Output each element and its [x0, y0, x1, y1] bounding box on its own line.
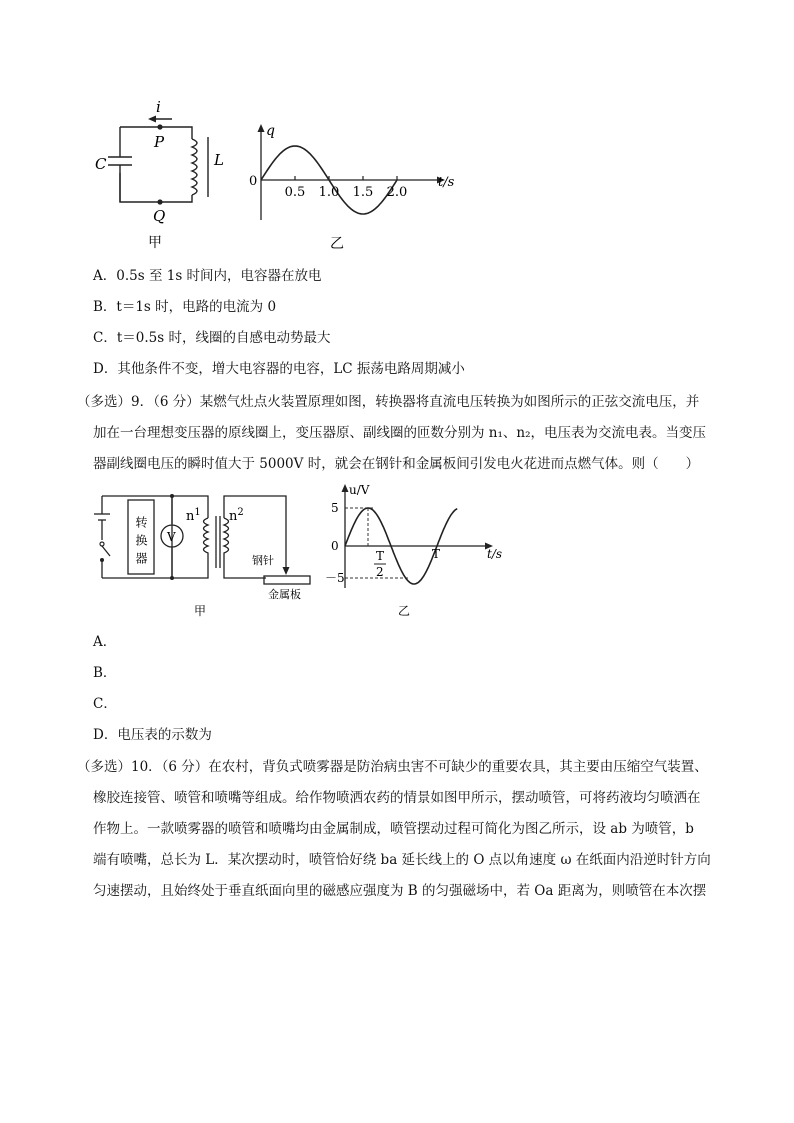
x-axis-label: t/s [487, 547, 503, 561]
origin-label: 0 [249, 174, 258, 189]
tick-label: 1.0 [318, 185, 340, 200]
figure-caption-jia: 甲 [194, 604, 207, 618]
capacitor-label: C [95, 155, 107, 173]
plate-label: 金属板 [268, 588, 301, 601]
q9-option-a: A． [93, 634, 117, 650]
secondary-turns-label: $n^2$ [229, 507, 244, 524]
q9-stem-line-3: 器副线圈电压的瞬时值大于 5000V 时，就会在钢针和金属板间引发电火花进而点燃气体。则（ ） [93, 456, 700, 472]
q10-stem-line-3: 作物上。一款喷雾器的喷管和喷嘴均由金属制成，喷管摆动过程可简化为图乙所示，设 ab 为喷管，b [93, 821, 694, 837]
x-axis-label: t/s [438, 175, 455, 190]
q8-option-a: A．0.5s 至 1s 时间内，电容器在放电 [93, 268, 322, 284]
q10-stem-line-2: 橡胶连接管、喷管和喷嘴等组成。给作物喷洒农药的情景如图甲所示，摆动喷管，可将药液均匀喷洒在 [93, 790, 701, 806]
lc-circuit-figure [92, 95, 232, 255]
q9-option-d: D．电压表的示数为 [93, 727, 212, 743]
q9-option-b: B． [93, 665, 117, 681]
tick-label: 0.5 [284, 185, 306, 200]
origin-label: 0 [331, 539, 339, 553]
figure-caption-yi: 乙 [398, 604, 411, 618]
figure-caption-jia: 甲 [148, 235, 162, 251]
q10-stem-line-4: 端有喷嘴，总长为 L．某次摆动时，喷管恰好绕 ba 延长线上的 O 点以角速度 ω 在纸面内沿逆时针方向 [93, 852, 711, 868]
y-axis-label: u/V [349, 483, 370, 497]
u-t-graph [325, 478, 510, 620]
q10-stem-line-1: （多选）10．（6 分）在农村，背负式喷雾器是防治病虫害不可缺少的重要农具，其主要由压缩空气装置、 [77, 759, 708, 775]
half-period-numerator: T [376, 549, 385, 563]
q9-option-c: C． [93, 696, 117, 712]
tick-label: 2.0 [386, 185, 408, 200]
y-axis-label: q [266, 123, 275, 139]
point-p-label: P [154, 133, 165, 151]
voltmeter-label: V [167, 530, 176, 544]
point-q-label: Q [153, 207, 166, 225]
q8-option-b: B．t＝1s 时，电路的电流为 0 [93, 299, 277, 315]
half-period-denominator: 2 [376, 565, 384, 579]
current-label: i [156, 98, 161, 116]
voltage-peak-label: 5 [331, 501, 339, 515]
tick-label: 1.5 [352, 185, 374, 200]
needle-label: 钢针 [252, 554, 274, 567]
q8-option-d: D．其他条件不变，增大电容器的电容，LC 振荡电路周期减小 [93, 361, 465, 377]
inductor-label: L [214, 151, 224, 169]
figure-caption-yi: 乙 [330, 236, 344, 252]
q10-stem-line-5: 匀速摆动，且始终处于垂直纸面向里的磁感应强度为 B 的匀强磁场中，若 Oa 距离为，则喷管在本次摆 [93, 883, 707, 899]
q9-stem-line-2: 加在一台理想变压器的原线圈上，变压器原、副线圈的匝数分别为 n₁、n₂，电压表为交流电表。当变压 [93, 425, 707, 441]
q9-stem-line-1: （多选）9．（6 分）某燃气灶点火装置原理如图，转换器将直流电压转换为如图所示的正弦交流电压，并 [77, 394, 700, 410]
q-t-graph [245, 118, 455, 256]
period-label: T [432, 547, 441, 561]
primary-turns-label: $n^1$ [186, 507, 201, 524]
q8-option-c: C．t＝0.5s 时，线圈的自感电动势最大 [93, 330, 331, 346]
converter-label: 转换器 [134, 516, 148, 570]
voltage-trough-label: －5 [325, 571, 345, 585]
ignition-circuit-figure [90, 488, 330, 620]
